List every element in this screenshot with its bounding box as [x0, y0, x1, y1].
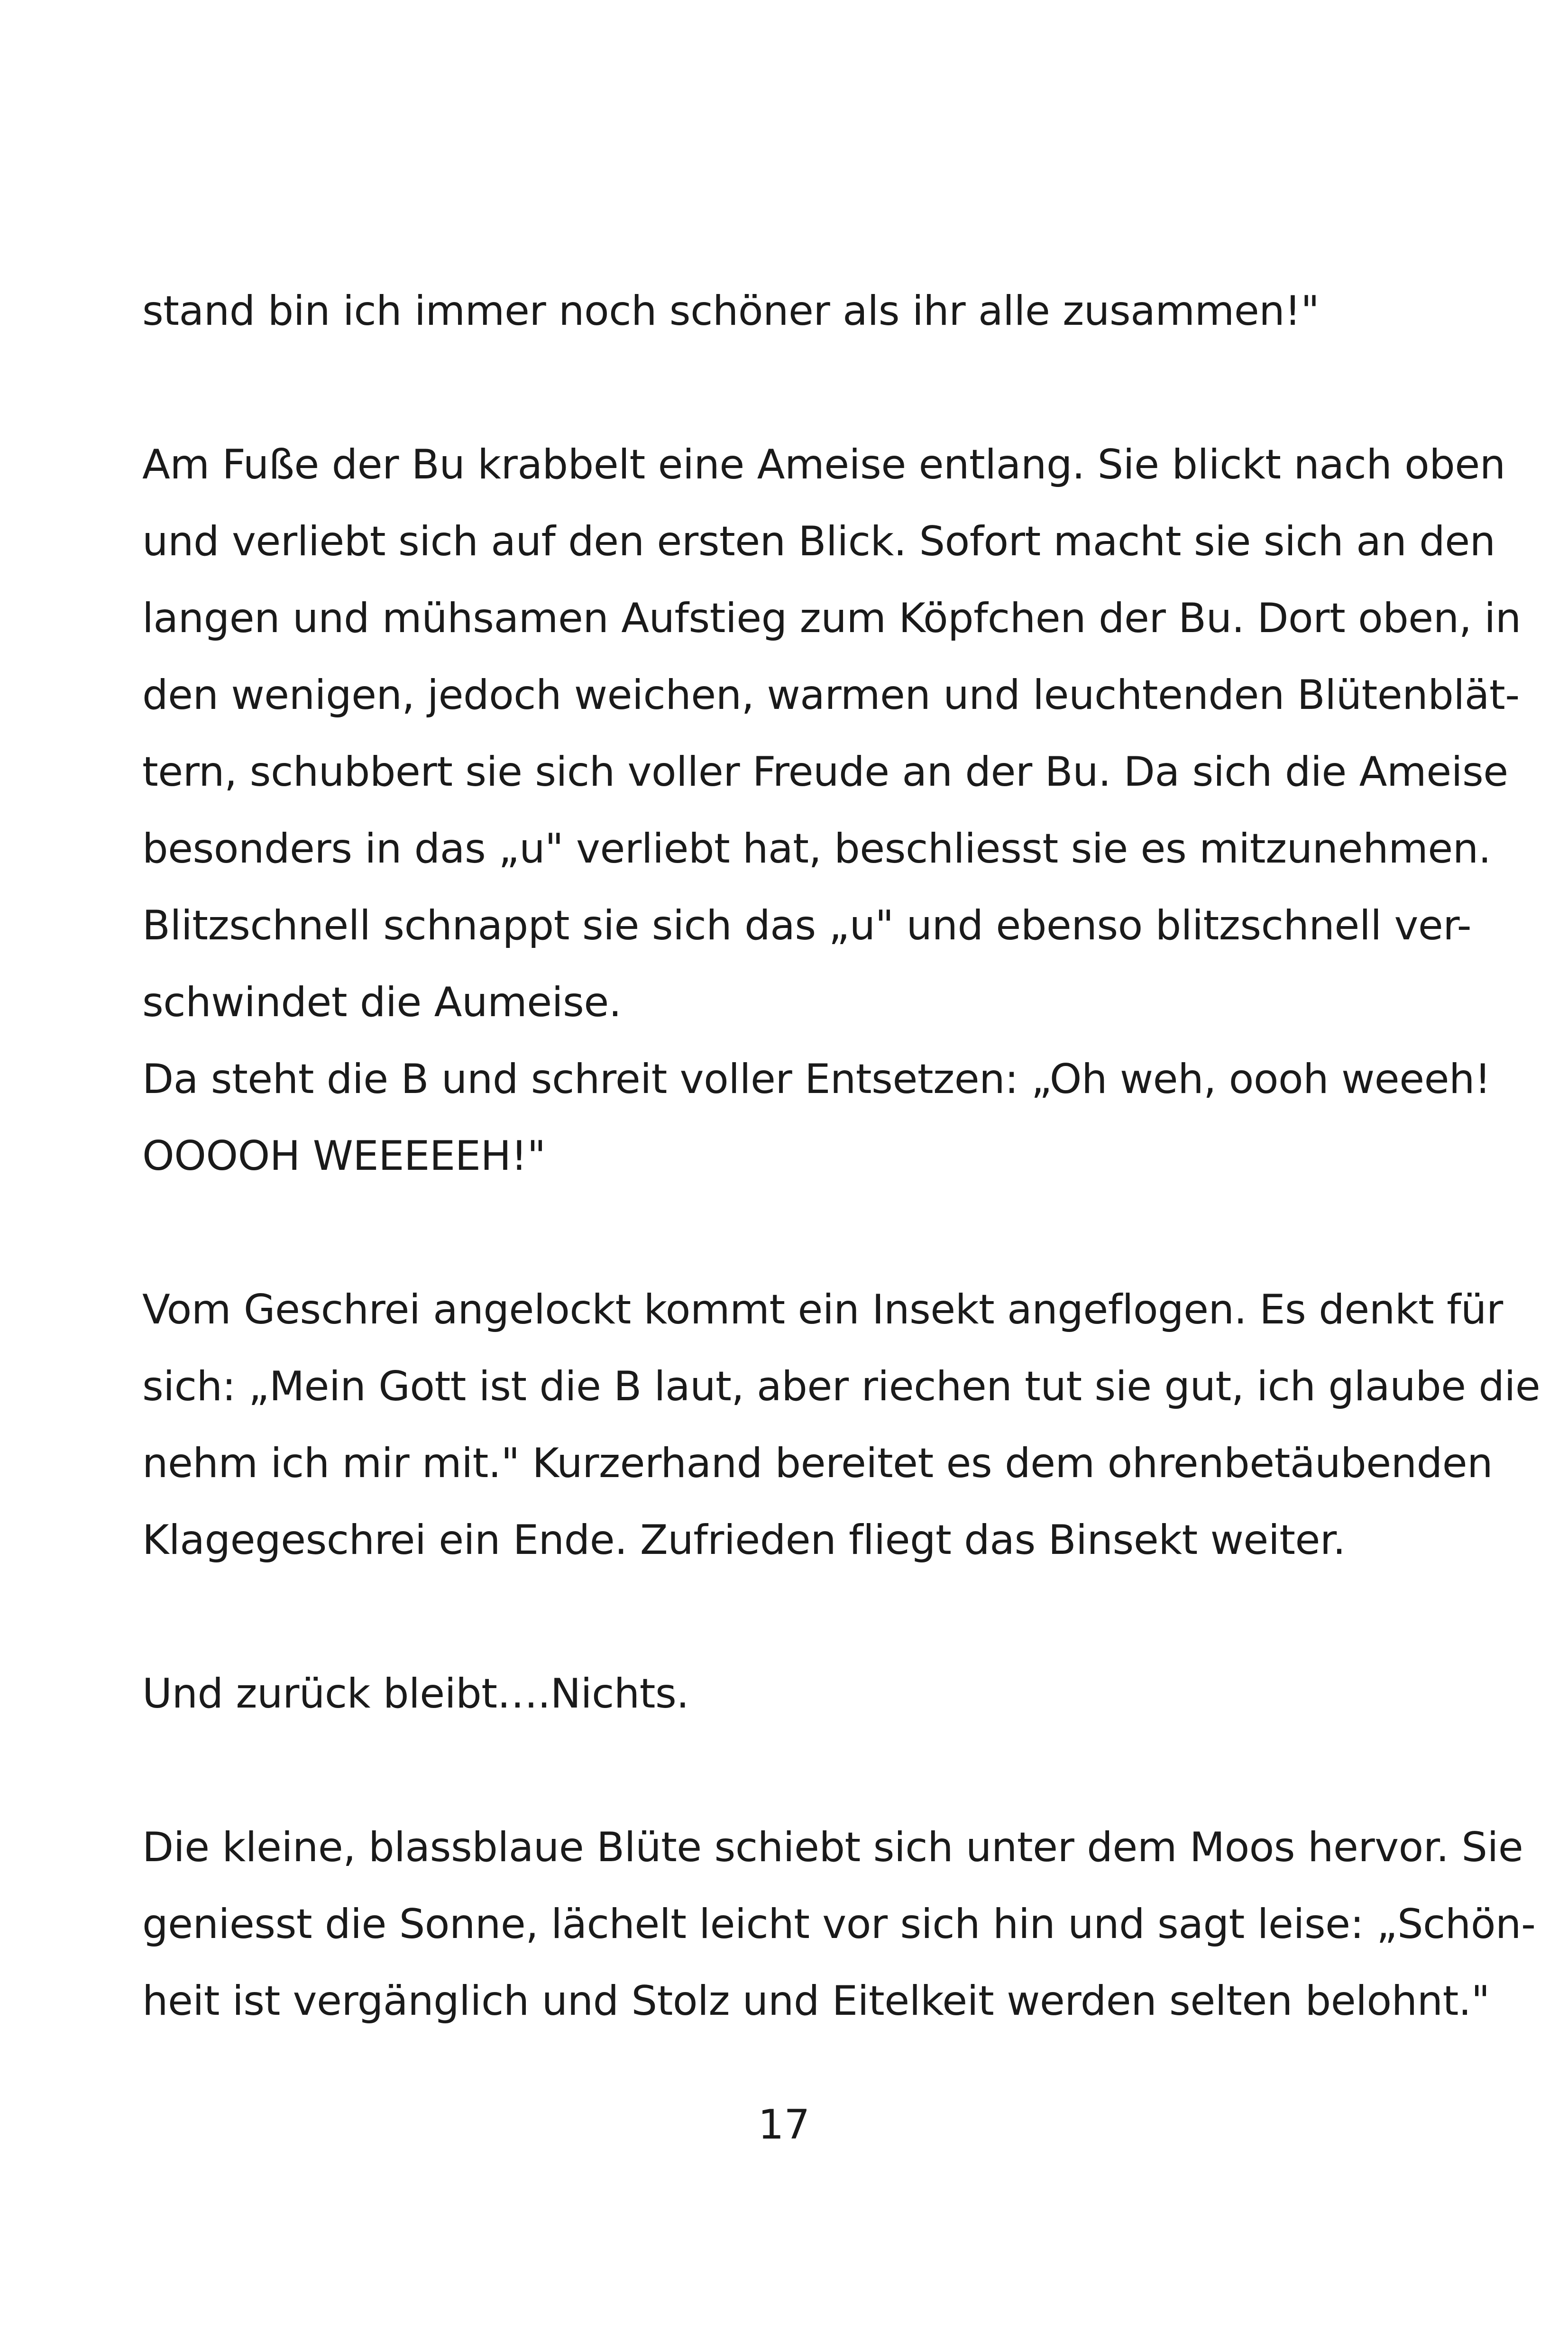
text-line: Da steht die B und schreit voller Entsetzen: „Oh weh, oooh weeeh!: [142, 1056, 1491, 1103]
paragraph: [142, 273, 1451, 349]
paragraph-gap: [142, 1194, 1451, 1271]
text-line: OOOOH WEEEEEH!": [142, 1132, 546, 1180]
text-line: schwindet die Aumeise.: [142, 979, 622, 1026]
paragraph: [142, 426, 1521, 1194]
text-line: Blitzschnell schnappt sie sich das „u" und ebenso blitzschnell ver-: [142, 902, 1472, 949]
paragraph-gap: [142, 1732, 1451, 1809]
paragraph: [142, 1809, 1536, 2039]
text-line: heit ist vergänglich und Stolz und Eitelkeit werden selten belohnt.": [142, 1977, 1490, 2025]
paragraph: [142, 1655, 1451, 1732]
text-line: Vom Geschrei angelockt kommt ein Insekt angeflogen. Es denkt für: [142, 1286, 1503, 1333]
page-number: 17: [758, 2101, 810, 2149]
text-line: Und zurück bleibt….Nichts.: [142, 1670, 689, 1717]
text-line: den wenigen, jedoch weichen, warmen und leuchtenden Blütenblät-: [142, 671, 1520, 719]
text-line: stand bin ich immer noch schöner als ihr alle zusammen!": [142, 287, 1320, 335]
paragraph-gap: [142, 349, 1451, 426]
text-line: und verliebt sich auf den ersten Blick. Sofort macht sie sich an den: [142, 518, 1495, 565]
text-line: geniesst die Sonne, lächelt leicht vor sich hin und sagt leise: „Schön-: [142, 1901, 1536, 1948]
text-line: Am Fuße der Bu krabbelt eine Ameise entlang. Sie blickt nach oben: [142, 441, 1505, 488]
text-line: langen und mühsamen Aufstieg zum Köpfchen der Bu. Dort oben, in: [142, 595, 1521, 642]
body-text: [142, 273, 1540, 2039]
paragraph: [142, 1271, 1540, 1579]
paragraph-gap: [142, 1579, 1451, 1655]
text-line: tern, schubbert sie sich voller Freude an der Bu. Da sich die Ameise: [142, 748, 1508, 796]
text-line: Die kleine, blassblaue Blüte schiebt sich unter dem Moos hervor. Sie: [142, 1824, 1523, 1871]
text-line: sich: „Mein Gott ist die B laut, aber riechen tut sie gut, ich glaube die: [142, 1363, 1540, 1410]
text-line: nehm ich mir mit." Kurzerhand bereitet es dem ohrenbetäubenden: [142, 1440, 1493, 1487]
text-line: Klagegeschrei ein Ende. Zufrieden fliegt das Binsekt weiter.: [142, 1516, 1346, 1564]
text-line: besonders in das „u" verliebt hat, beschliesst sie es mitzunehmen.: [142, 825, 1491, 872]
